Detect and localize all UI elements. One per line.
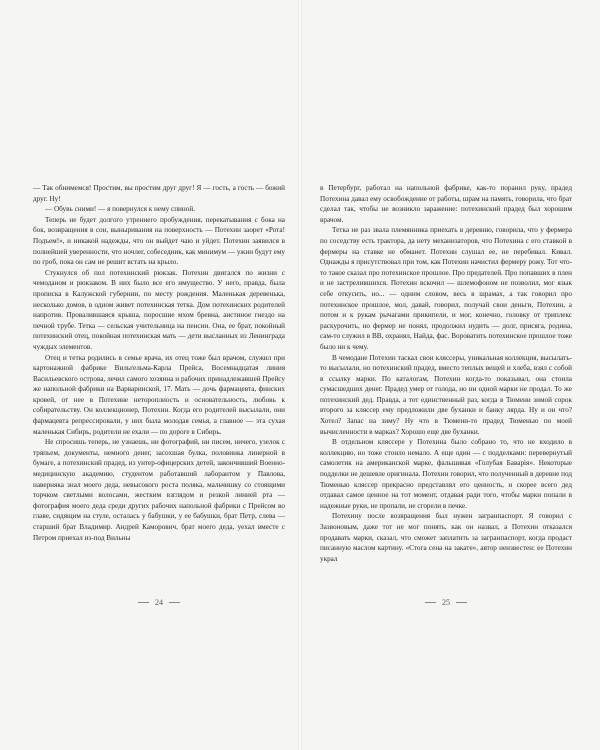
right-page-text <box>320 183 572 564</box>
paragraph: Потехину после возвращения был нужен загранпаспорт. Я говорил с Зазвоновым, даже тот не мог понять, как он назвал, а Потехин отказался продавать марки, сказал, что сможет заплатить за загранпаспорт, когда продаст писанную маслом картину. «Стога сена на закате», автор неизвестен: ее Потехин украл <box>320 512 572 563</box>
right-page-number <box>320 596 572 608</box>
paragraph: — Так обнимемся! Простим, вы простим друг друг! Я — гость, а гость — божий друг. Ну! <box>33 184 285 203</box>
page-number: 24 <box>155 597 163 607</box>
paragraph: Отец и тетка родились в семье врача, их отец тоже был врачом, служил при картонажной фабрике Вильгельма-Карла Прейса, Восемнадцатая линия Васильевского острова, лечил самого хозяина и рабочих принадлежавшей Прейсу же напольной фабрики на Варваринской, 17. Мать — дочь фармацевта, финских кровей, от нее в Потехине нетороплиость и основательность, любовь к собирательству. Он коллекционер, Потехин. Когда его родителей высылали, они фармацевта репрессировали, у них была молодая семья, а главное — эта сухая маленькая Сибирь, родители не ехали — по дороге в Сибирь. <box>33 353 285 436</box>
paragraph: в Петербург, работал на напольной фабрике, как-то поранил руку, прадед Потехина давал ему освобождение от работы, шрам на память, говорила, что брат сделал так, чтобы не возникло заражение: потехинский прадед был хорошим врачом. <box>320 184 572 224</box>
page-number: 25 <box>442 597 450 607</box>
folio-dash <box>138 602 149 603</box>
folio-dash <box>169 602 180 603</box>
paragraph: Не спросишь теперь, не узнаешь, ни фотографий, ни писем, ничего, узелок с тряпьем, документы, немного денег, засохшая булка, половинка линерной в бумаге, а потехинский прадед, из унтер-офицерских детей, закончивший Военно-медицинскую академию, студентом работавший лаборантом у Павлова, наверняка знал моего деда, невысокого роста поляка, мальчишку со стоящими торчком светлыми волосами, жестким взглядом и резкой линией рта — фотография моего деда среди других рабочих напольной фабрики с Прейсом во главе, сидящим на стуле, осталась у бабушки, у ее бабушки, брат Петр, слева — старший брат Владимир. Андрей Каморович, брат моего деда, уехал вместе с Петром приехал из-под Вильны <box>33 438 285 542</box>
folio-dash <box>456 602 467 603</box>
left-page-number <box>33 596 285 608</box>
paragraph: Стукнулся об пол потехинский рюкзак. Потехин двигался по жизни с чемоданом и рюкзаком. В них было все его имущество. У него, правда, была прописка в Калужской губернии, по месту рождения. Маленькая деревенька, несколько домов, в одном живет потехинская тетка. Дом потехинских родителей напротив. Провалившаяся крыша, поросшие мхом бревна, аистиное гнездо на печной трубе. Тетка — сельская учительница на пенсии. Она, ее брат, покойный потехинский отец, покойная потехинская мать — дети высланных из Ленинграда чуждых элементов. <box>33 268 285 351</box>
paragraph: — Обувь сними! — я повернулся к нему спиной. <box>45 205 195 214</box>
folio-dash <box>425 602 436 603</box>
paragraph: В чемодане Потехин таскал свои кляссеры, уникальная коллекция, высылать-то высылали, но потехинский прадед, вместо теплых вещей и хлеба, взял с собой в ссылку марки. По каталогам, Потехин когда-то показывал, она стоила сумасшедших денег. Прадед умер от голода, но ни одной марки не продал. То же потехинский дед. Правда, а тот единственный раз, когда в Тюмени зимой сорок второго за кляссер ему предложили две буханки и банку лярда. Ну и он что? Хотел? Запас на зиму? Ну что в Тюмени-то прадед Тюменью по моей вычисленности в марках? Хорошо еще две буханки. <box>320 353 572 436</box>
book-gutter <box>298 0 302 750</box>
paragraph: Теперь не будет долгого утреннего пробуждения, перекатывания с бока на бок, возвращения в сон, выныривания на поверхность — Потехин заорет «Рота! Подъем!», и никакой надежды, что он выйдет чаю и уйдет. Потехин заявился в полнейшей уверенности, что ночлег, собеседник, как минимум — ужин будут ему по гроб, пока он сам не решит встать на крыло. <box>33 215 285 267</box>
paragraph: Тетка не раз звала племянника приехать в деревню, говорила, что у фермера по соседству есть трактора, да нету механизаторов, что Потехина с его ставкой в фермеры на ставке не обманет. Потехин слушал ее, не перебивал. Кивал. Однажды я присутствовал при том, как Потехин начистил фермеру рожу. Тот что-то такое сказал про потехинское прошлое. Про предателей. Про попавших в плен и не застрелившихся. Потехин вскочил — шлемофоном не позволил, мог язык себе откусить, но... — одним словом, весь в шрамах, а так говорил про потехинское прошлое, мол, давай, говорил, получай свои деньги, Потехин, а потом и к рукам рычагами прикипели, и мог, конечно, головку от триплекс раскурочить, но фермер не понял, продолжил нудить — долг, присяга, родина, сам-то служил в ВВ, охранял, Найда, фас. Вороватить потехинское прошлое тоже было ни к чему. <box>320 226 572 351</box>
paragraph: В отдельном кляссере у Потехина было собрано то, что не входило в коллекцию, но тоже стоило немало. А еще один — с подделками: перевернутый самолетик на американской марке, фальшивая «Голубая Баварія». Некоторые подделки не дешевле оригинала. Потехин говорил, что полученный в деревне под Тюменью кляссер прекрасно представлял его ценность, и скорее всего дед отдавал самое ценное на тот момент, отдавая ради того, чтобы марки попали в надежные руки, не пропали, не сгорели в печке. <box>320 438 572 510</box>
left-page-text <box>33 183 285 543</box>
